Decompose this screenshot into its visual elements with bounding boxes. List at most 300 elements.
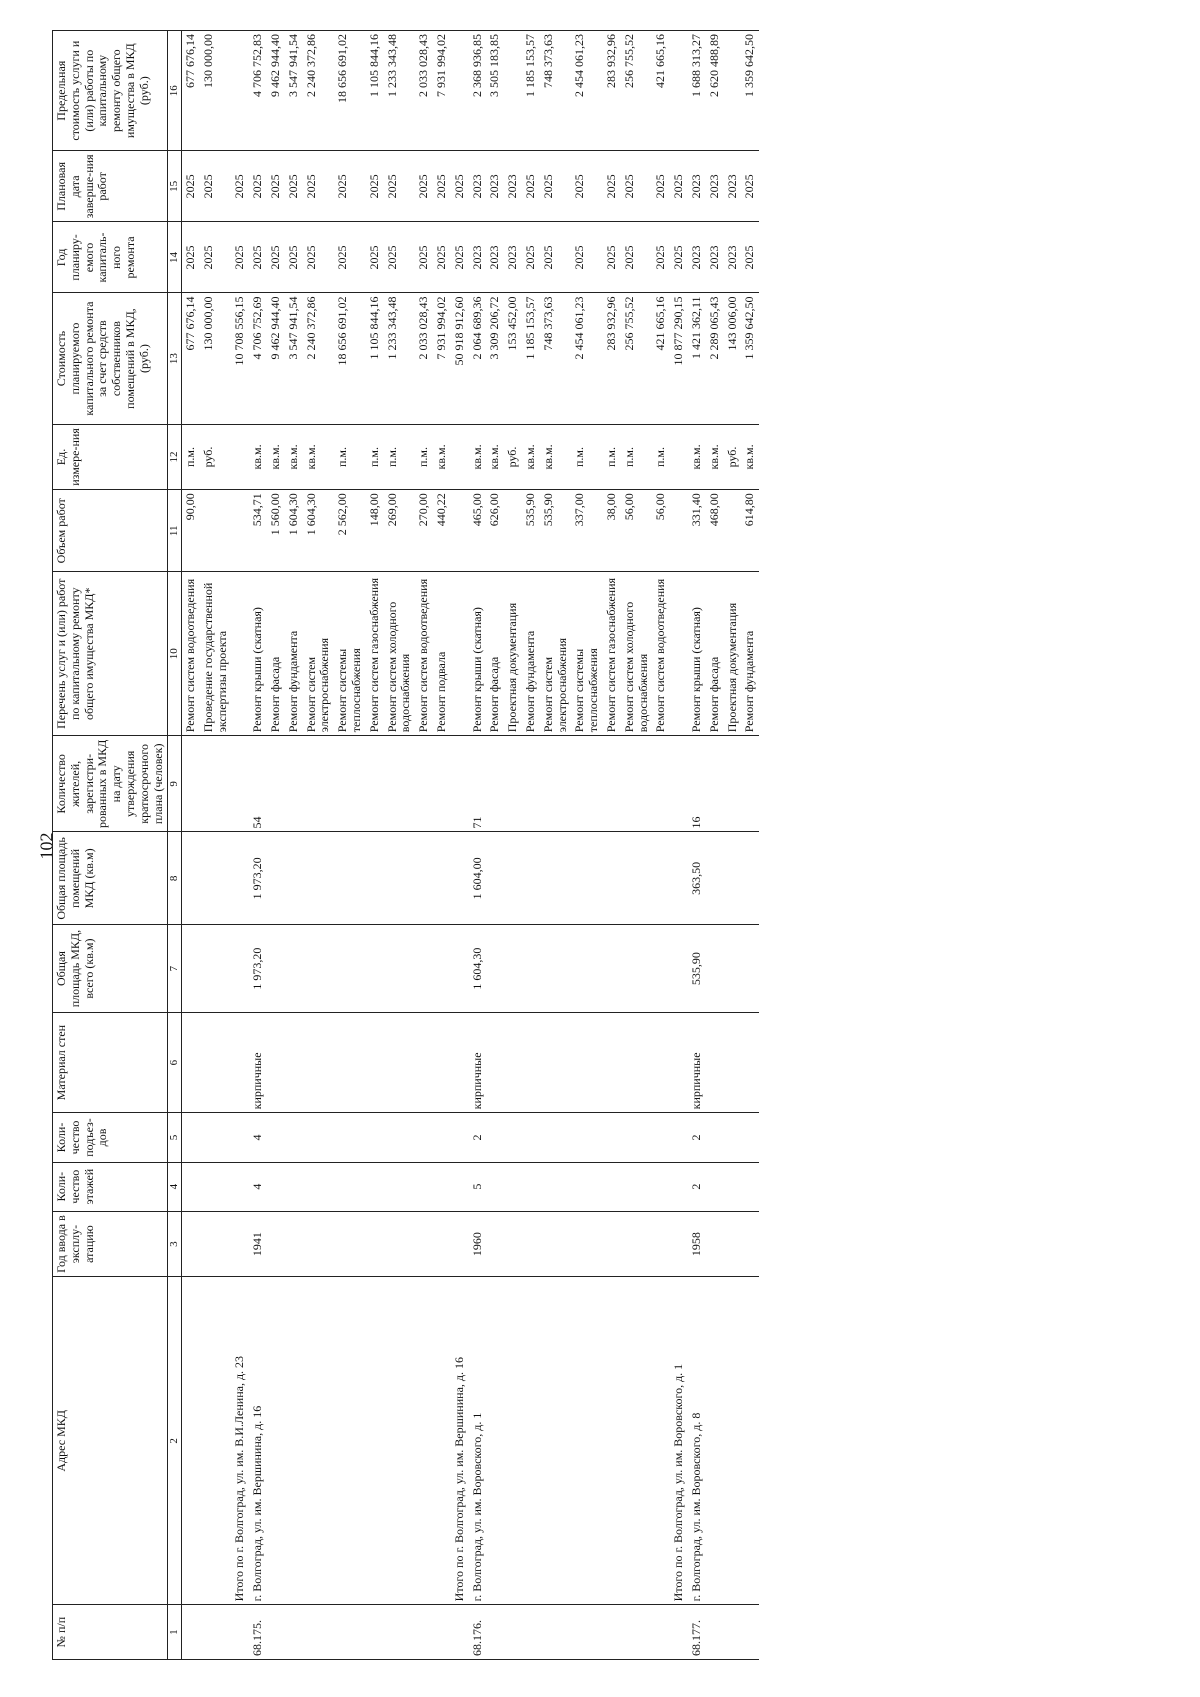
column-number: 6	[168, 1012, 182, 1113]
work-item: Ремонт фасада	[706, 572, 724, 736]
planned-cost: 2 033 028,43	[415, 293, 433, 424]
completion-year: 2025	[522, 151, 540, 222]
commission-year	[200, 1211, 232, 1277]
total-area	[670, 925, 688, 1012]
planned-year: 2023	[504, 222, 522, 293]
planned-year: 2025	[303, 222, 335, 293]
planned-cost: 677 676,14	[182, 293, 200, 424]
premises-area	[724, 832, 742, 925]
address	[200, 1277, 232, 1605]
work-item: Ремонт систем электроснабжения	[540, 572, 572, 736]
work-item: Ремонт систем газоснабжения	[603, 572, 621, 736]
column-header: № п/п	[53, 1605, 168, 1660]
planned-cost: 50 918 912,60	[451, 293, 469, 424]
row-number	[706, 1605, 724, 1660]
unit: п.м.	[603, 424, 621, 490]
work-volume: 614,80	[741, 490, 759, 572]
planned-year: 2023	[706, 222, 724, 293]
limit-cost: 3 547 941,54	[285, 31, 303, 151]
total-area	[267, 925, 285, 1012]
limit-cost: 677 676,14	[182, 31, 200, 151]
wall-material	[571, 1012, 603, 1113]
completion-year: 2023	[504, 151, 522, 222]
unit: п.м.	[182, 424, 200, 490]
table-row	[688, 31, 706, 1660]
table-row	[504, 31, 522, 1660]
premises-area	[603, 832, 621, 925]
work-item: Ремонт систем холодного водоснабжения	[384, 572, 416, 736]
total-area	[522, 925, 540, 1012]
premises-area	[182, 832, 200, 925]
planned-cost: 748 373,63	[540, 293, 572, 424]
limit-cost: 9 462 944,40	[267, 31, 285, 151]
limit-cost	[451, 31, 469, 151]
work-item: Ремонт систем газоснабжения	[366, 572, 384, 736]
planned-cost: 143 006,00	[724, 293, 742, 424]
residents-count	[486, 736, 504, 832]
completion-year: 2025	[670, 151, 688, 222]
floors-count	[621, 1162, 653, 1211]
address	[603, 1277, 621, 1605]
commission-year: 1941	[249, 1211, 267, 1277]
completion-year: 2025	[231, 151, 249, 222]
column-number: 11	[168, 490, 182, 572]
planned-cost: 3 309 206,72	[486, 293, 504, 424]
address	[504, 1277, 522, 1605]
wall-material: кирпичные	[469, 1012, 487, 1113]
work-volume	[451, 490, 469, 572]
entrances-count	[334, 1113, 366, 1162]
column-header: Адрес МКД	[53, 1277, 168, 1605]
unit	[451, 424, 469, 490]
premises-area	[486, 832, 504, 925]
floors-count	[285, 1162, 303, 1211]
completion-year: 2025	[267, 151, 285, 222]
unit: кв.м.	[267, 424, 285, 490]
residents-count	[504, 736, 522, 832]
address: г. Волгоград, ул. им. Воровского, д. 8	[688, 1277, 706, 1605]
floors-count	[724, 1162, 742, 1211]
commission-year	[334, 1211, 366, 1277]
address: Итого по г. Волгоград, ул. им. Воровского, д. 1	[670, 1277, 688, 1605]
completion-year: 2025	[603, 151, 621, 222]
planned-year: 2025	[231, 222, 249, 293]
row-number	[724, 1605, 742, 1660]
floors-count	[182, 1162, 200, 1211]
total-area	[504, 925, 522, 1012]
residents-count	[231, 736, 249, 832]
entrances-count	[741, 1113, 759, 1162]
unit: кв.м.	[469, 424, 487, 490]
floors-count	[231, 1162, 249, 1211]
planned-cost: 130 000,00	[200, 293, 232, 424]
planned-year: 2025	[652, 222, 670, 293]
commission-year	[571, 1211, 603, 1277]
wall-material	[303, 1012, 335, 1113]
work-volume	[724, 490, 742, 572]
table-row	[652, 31, 670, 1660]
unit: руб.	[724, 424, 742, 490]
commission-year: 1960	[469, 1211, 487, 1277]
residents-count	[706, 736, 724, 832]
limit-cost: 1 233 343,48	[384, 31, 416, 151]
planned-cost: 7 931 994,02	[433, 293, 451, 424]
planned-cost: 421 665,16	[652, 293, 670, 424]
address	[384, 1277, 416, 1605]
table-row	[670, 31, 688, 1660]
floors-count	[504, 1162, 522, 1211]
work-volume	[670, 490, 688, 572]
floors-count	[571, 1162, 603, 1211]
wall-material	[603, 1012, 621, 1113]
total-area	[285, 925, 303, 1012]
limit-cost: 421 665,16	[652, 31, 670, 151]
entrances-count	[451, 1113, 469, 1162]
residents-count	[366, 736, 384, 832]
planned-cost: 18 656 691,02	[334, 293, 366, 424]
total-area	[433, 925, 451, 1012]
row-number	[504, 1605, 522, 1660]
premises-area	[267, 832, 285, 925]
unit: п.м.	[652, 424, 670, 490]
premises-area	[303, 832, 335, 925]
row-number	[621, 1605, 653, 1660]
table-row	[469, 31, 487, 1660]
address	[571, 1277, 603, 1605]
wall-material	[267, 1012, 285, 1113]
total-area	[200, 925, 232, 1012]
row-number	[540, 1605, 572, 1660]
table-row	[724, 31, 742, 1660]
entrances-count	[603, 1113, 621, 1162]
residents-count: 54	[249, 736, 267, 832]
row-number	[182, 1605, 200, 1660]
address: г. Волгоград, ул. им. Воровского, д. 1	[469, 1277, 487, 1605]
limit-cost: 7 931 994,02	[433, 31, 451, 151]
row-number	[415, 1605, 433, 1660]
unit: кв.м.	[285, 424, 303, 490]
total-area	[621, 925, 653, 1012]
planned-cost: 9 462 944,40	[267, 293, 285, 424]
planned-year: 2025	[415, 222, 433, 293]
total-area	[724, 925, 742, 1012]
work-item: Ремонт систем электроснабжения	[303, 572, 335, 736]
row-number	[200, 1605, 232, 1660]
floors-count	[670, 1162, 688, 1211]
work-item: Ремонт систем водоотведения	[652, 572, 670, 736]
wall-material	[451, 1012, 469, 1113]
residents-count	[200, 736, 232, 832]
planned-year: 2025	[267, 222, 285, 293]
residents-count: 71	[469, 736, 487, 832]
completion-year: 2025	[384, 151, 416, 222]
total-area	[303, 925, 335, 1012]
address	[540, 1277, 572, 1605]
limit-cost: 4 706 752,83	[249, 31, 267, 151]
row-number	[741, 1605, 759, 1660]
floors-count	[415, 1162, 433, 1211]
premises-area	[415, 832, 433, 925]
table-body	[182, 31, 760, 1660]
planned-cost: 3 547 941,54	[285, 293, 303, 424]
premises-area: 1 604,00	[469, 832, 487, 925]
planned-cost: 1 233 343,48	[384, 293, 416, 424]
limit-cost	[670, 31, 688, 151]
planned-year: 2025	[540, 222, 572, 293]
wall-material	[231, 1012, 249, 1113]
column-number: 5	[168, 1113, 182, 1162]
unit: кв.м.	[741, 424, 759, 490]
work-item: Ремонт систем холодного водоснабжения	[621, 572, 653, 736]
total-area	[451, 925, 469, 1012]
row-number	[303, 1605, 335, 1660]
wall-material	[540, 1012, 572, 1113]
limit-cost: 283 932,96	[603, 31, 621, 151]
address	[267, 1277, 285, 1605]
premises-area	[285, 832, 303, 925]
entrances-count	[504, 1113, 522, 1162]
row-number	[366, 1605, 384, 1660]
row-number	[652, 1605, 670, 1660]
residents-count	[182, 736, 200, 832]
wall-material	[621, 1012, 653, 1113]
commission-year	[741, 1211, 759, 1277]
floors-count	[522, 1162, 540, 1211]
completion-year: 2025	[249, 151, 267, 222]
unit: п.м.	[334, 424, 366, 490]
residents-count	[384, 736, 416, 832]
completion-year: 2025	[621, 151, 653, 222]
address	[182, 1277, 200, 1605]
work-volume: 270,00	[415, 490, 433, 572]
work-item	[451, 572, 469, 736]
commission-year	[267, 1211, 285, 1277]
table-row	[522, 31, 540, 1660]
table-row	[249, 31, 267, 1660]
rotated-page	[52, 30, 1152, 1660]
column-number: 2	[168, 1277, 182, 1605]
residents-count	[652, 736, 670, 832]
planned-year: 2023	[688, 222, 706, 293]
column-number: 10	[168, 572, 182, 736]
repair-plan-table	[52, 30, 759, 1660]
unit: кв.м.	[249, 424, 267, 490]
commission-year	[504, 1211, 522, 1277]
work-volume: 56,00	[652, 490, 670, 572]
planned-cost: 2 289 065,43	[706, 293, 724, 424]
page-number: 102	[36, 832, 57, 860]
planned-year: 2025	[366, 222, 384, 293]
column-number: 7	[168, 925, 182, 1012]
floors-count	[603, 1162, 621, 1211]
work-volume: 626,00	[486, 490, 504, 572]
total-area	[706, 925, 724, 1012]
completion-year: 2023	[486, 151, 504, 222]
entrances-count	[433, 1113, 451, 1162]
column-numbers-row	[168, 31, 182, 1660]
wall-material	[384, 1012, 416, 1113]
column-number: 4	[168, 1162, 182, 1211]
limit-cost: 18 656 691,02	[334, 31, 366, 151]
planned-cost: 2 240 372,86	[303, 293, 335, 424]
work-item: Ремонт крыши (скатная)	[249, 572, 267, 736]
total-area	[571, 925, 603, 1012]
total-area: 1 973,20	[249, 925, 267, 1012]
work-volume: 535,90	[540, 490, 572, 572]
completion-year: 2025	[540, 151, 572, 222]
planned-year: 2025	[522, 222, 540, 293]
table-row	[200, 31, 232, 1660]
unit: кв.м.	[540, 424, 572, 490]
limit-cost: 2 033 028,43	[415, 31, 433, 151]
work-volume	[200, 490, 232, 572]
work-volume: 56,00	[621, 490, 653, 572]
entrances-count	[486, 1113, 504, 1162]
row-number	[384, 1605, 416, 1660]
planned-cost: 1 105 844,16	[366, 293, 384, 424]
planned-cost: 153 452,00	[504, 293, 522, 424]
row-number	[433, 1605, 451, 1660]
premises-area	[540, 832, 572, 925]
table-row	[621, 31, 653, 1660]
floors-count	[451, 1162, 469, 1211]
row-number	[571, 1605, 603, 1660]
total-area	[415, 925, 433, 1012]
residents-count	[267, 736, 285, 832]
planned-year: 2023	[486, 222, 504, 293]
unit: кв.м.	[522, 424, 540, 490]
planned-year: 2023	[724, 222, 742, 293]
floors-count	[200, 1162, 232, 1211]
column-header: Предельная стоимость услуги и (или) работы по капитальному ремонту общего имущества в МКД (руб.)	[53, 31, 168, 151]
floors-count	[433, 1162, 451, 1211]
total-area	[652, 925, 670, 1012]
column-header: Плановая дата заверше-ния работ	[53, 151, 168, 222]
premises-area	[522, 832, 540, 925]
wall-material	[724, 1012, 742, 1113]
table-header-row	[53, 31, 168, 1660]
planned-year: 2025	[741, 222, 759, 293]
table-row	[706, 31, 724, 1660]
unit: кв.м.	[303, 424, 335, 490]
table-row	[334, 31, 366, 1660]
unit	[670, 424, 688, 490]
planned-year: 2025	[200, 222, 232, 293]
floors-count	[652, 1162, 670, 1211]
address	[652, 1277, 670, 1605]
work-item: Проведение государственной экспертизы проекта	[200, 572, 232, 736]
commission-year	[366, 1211, 384, 1277]
floors-count	[540, 1162, 572, 1211]
commission-year	[724, 1211, 742, 1277]
limit-cost: 1 688 313,27	[688, 31, 706, 151]
floors-count	[334, 1162, 366, 1211]
completion-year: 2025	[285, 151, 303, 222]
total-area	[366, 925, 384, 1012]
planned-cost: 1 421 362,11	[688, 293, 706, 424]
table-row	[486, 31, 504, 1660]
column-header: Материал стен	[53, 1012, 168, 1113]
premises-area	[670, 832, 688, 925]
floors-count	[706, 1162, 724, 1211]
commission-year	[231, 1211, 249, 1277]
residents-count	[603, 736, 621, 832]
planned-year: 2025	[451, 222, 469, 293]
wall-material	[741, 1012, 759, 1113]
entrances-count	[231, 1113, 249, 1162]
column-number: 15	[168, 151, 182, 222]
work-item: Ремонт крыши (скатная)	[469, 572, 487, 736]
commission-year	[670, 1211, 688, 1277]
wall-material	[652, 1012, 670, 1113]
residents-count: 16	[688, 736, 706, 832]
column-number: 1	[168, 1605, 182, 1660]
planned-cost: 283 932,96	[603, 293, 621, 424]
column-number: 14	[168, 222, 182, 293]
column-header: Количество жителей, зарегистри-рованных в МКД на дату утверждения краткосрочного плана (человек)	[53, 736, 168, 832]
column-number: 9	[168, 736, 182, 832]
planned-cost: 2 064 689,36	[469, 293, 487, 424]
floors-count	[303, 1162, 335, 1211]
floors-count: 2	[688, 1162, 706, 1211]
unit: п.м.	[571, 424, 603, 490]
planned-year: 2025	[571, 222, 603, 293]
entrances-count	[384, 1113, 416, 1162]
completion-year: 2023	[724, 151, 742, 222]
column-header: Общая площадь помещений МКД (кв.м)	[53, 832, 168, 925]
commission-year	[522, 1211, 540, 1277]
work-item	[670, 572, 688, 736]
work-item: Ремонт фундамента	[522, 572, 540, 736]
premises-area	[652, 832, 670, 925]
address	[486, 1277, 504, 1605]
unit: руб.	[504, 424, 522, 490]
address	[415, 1277, 433, 1605]
entrances-count	[652, 1113, 670, 1162]
completion-year: 2025	[366, 151, 384, 222]
limit-cost: 748 373,63	[540, 31, 572, 151]
completion-year: 2023	[706, 151, 724, 222]
wall-material	[522, 1012, 540, 1113]
entrances-count: 2	[469, 1113, 487, 1162]
commission-year	[706, 1211, 724, 1277]
work-item: Ремонт подвала	[433, 572, 451, 736]
entrances-count	[303, 1113, 335, 1162]
commission-year	[303, 1211, 335, 1277]
residents-count	[571, 736, 603, 832]
floors-count: 4	[249, 1162, 267, 1211]
limit-cost: 1 105 844,16	[366, 31, 384, 151]
work-item: Ремонт системы теплоснабжения	[334, 572, 366, 736]
wall-material	[486, 1012, 504, 1113]
completion-year: 2025	[200, 151, 232, 222]
repair-plan-table-container	[52, 30, 1152, 1660]
unit	[231, 424, 249, 490]
completion-year: 2025	[741, 151, 759, 222]
wall-material	[366, 1012, 384, 1113]
wall-material	[182, 1012, 200, 1113]
planned-year: 2025	[249, 222, 267, 293]
limit-cost: 3 505 183,85	[486, 31, 504, 151]
commission-year	[182, 1211, 200, 1277]
premises-area	[621, 832, 653, 925]
premises-area	[231, 832, 249, 925]
work-item: Ремонт крыши (скатная)	[688, 572, 706, 736]
table-row	[231, 31, 249, 1660]
address	[724, 1277, 742, 1605]
entrances-count	[571, 1113, 603, 1162]
row-number	[285, 1605, 303, 1660]
